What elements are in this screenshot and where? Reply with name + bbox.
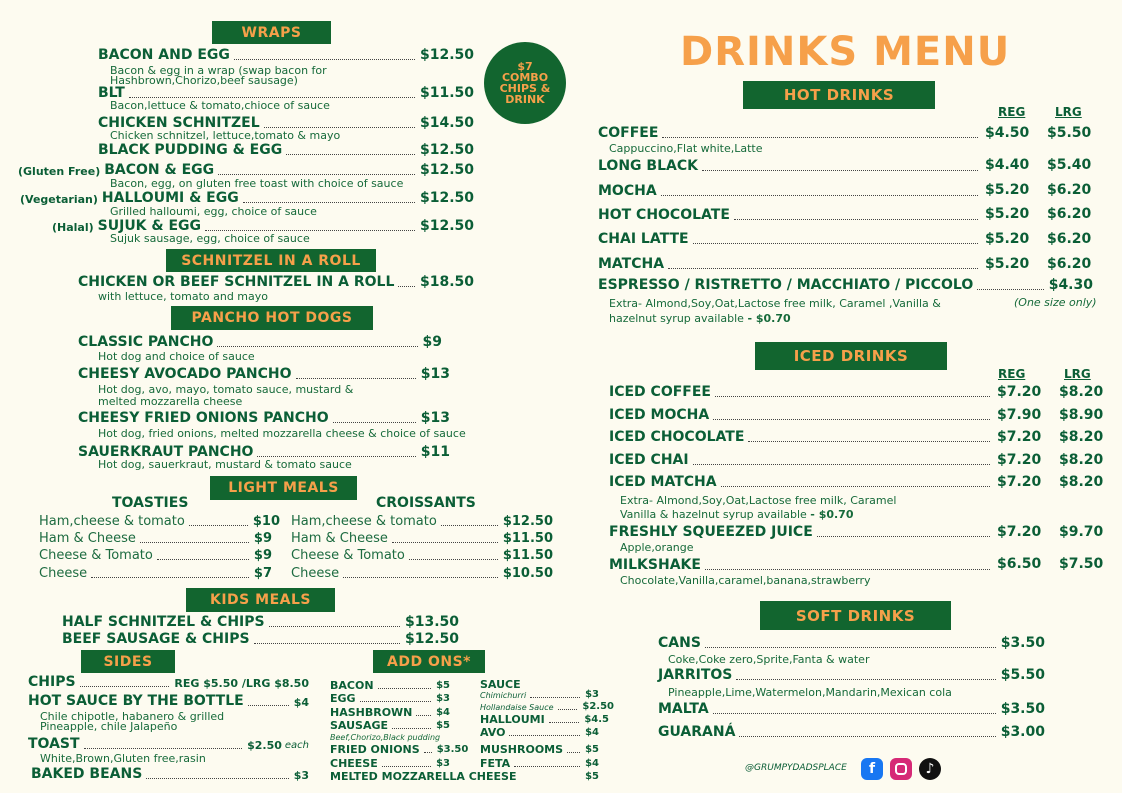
- reg-price: $6.50: [997, 556, 1042, 572]
- extra-note-line: [620, 509, 854, 520]
- lrg-heading: LRG: [1064, 367, 1091, 381]
- item-name: BLACK PUDDING & EGG: [98, 142, 283, 158]
- item-price: $9: [253, 548, 272, 563]
- item-price: $3: [436, 693, 450, 704]
- reg-price: $5.20: [985, 231, 1030, 247]
- item-price: $4.30: [1048, 277, 1093, 293]
- menu-item: [31, 767, 309, 781]
- lrg-price: $5.40: [1047, 157, 1092, 173]
- item-price: $3.50: [436, 744, 469, 755]
- menu-item: [62, 615, 459, 629]
- item-name: CANS: [658, 635, 701, 651]
- item-price: $2.50: [582, 701, 614, 712]
- menu-item: [28, 694, 309, 708]
- item-name: CHEESY AVOCADO PANCHO: [78, 366, 292, 382]
- item-price: $13: [420, 366, 450, 382]
- item-name: AVO: [480, 726, 506, 739]
- menu-item: [20, 191, 474, 205]
- item-price: $10: [252, 514, 280, 529]
- menu-item: [39, 515, 280, 528]
- item-price: $5.50: [1000, 667, 1045, 683]
- addons-banner: ADD ONS*: [373, 650, 485, 673]
- item-price: $11.50: [502, 531, 553, 546]
- item-name: MOCHA: [598, 183, 657, 199]
- extra-note-line: [609, 313, 791, 324]
- item-price: $9: [422, 334, 442, 350]
- lrg-price: $6.20: [1047, 256, 1092, 272]
- item-name: BAKED BEANS: [31, 766, 143, 782]
- item-name: HOT SAUCE BY THE BOTTLE: [28, 693, 244, 709]
- item-name: GUARANÁ: [658, 724, 736, 740]
- menu-item: [78, 411, 450, 425]
- item-price: $3.50: [1000, 635, 1045, 651]
- item-tag: (Vegetarian): [20, 193, 98, 206]
- item-desc: White,Brown,Gluten free,rasin: [40, 752, 206, 765]
- item-desc: Pineapple,Lime,Watermelon,Mandarin,Mexican cola: [668, 686, 952, 699]
- item-price: $3.00: [1000, 724, 1045, 740]
- menu-item: [39, 532, 272, 545]
- item-name: MALTA: [658, 701, 709, 717]
- menu-item: [78, 275, 474, 289]
- item-price: $3.50: [1000, 701, 1045, 717]
- extra-price: - $0.70: [747, 312, 791, 325]
- addon-item: [480, 690, 599, 700]
- item-desc: Bacon & egg in a wrap (swap bacon for: [110, 64, 327, 77]
- menu-item: [291, 567, 553, 580]
- drink-item: [598, 126, 983, 140]
- drink-item: [609, 408, 995, 422]
- addon-item: [330, 758, 450, 769]
- item-desc: Beef,Chorizo,Black pudding: [330, 733, 441, 742]
- drink-item: [609, 453, 995, 467]
- item-name: HALLOUMI: [480, 713, 545, 726]
- item-price: $9: [253, 531, 272, 546]
- item-name: COFFEE: [598, 125, 659, 141]
- social-handle[interactable]: @GRUMPYDADSPLACE: [745, 763, 847, 773]
- reg-price: $5.20: [985, 182, 1030, 198]
- item-name: Cheese: [291, 566, 340, 581]
- item-name: SAUSAGE: [330, 719, 389, 732]
- item-desc: Chocolate,Vanilla,caramel,banana,strawberry: [620, 574, 871, 587]
- addon-item: [330, 707, 450, 718]
- item-price: $4: [293, 696, 309, 709]
- reg-price: $7.20: [997, 524, 1042, 540]
- drink-item: [609, 475, 995, 489]
- item-price: $12.50: [419, 218, 474, 234]
- item-name: CHEESY FRIED ONIONS PANCHO: [78, 410, 329, 426]
- item-name: ICED MOCHA: [609, 407, 710, 423]
- lrg-heading: LRG: [1055, 105, 1082, 119]
- reg-price: $4.40: [985, 157, 1030, 173]
- item-name: CHEESE: [330, 757, 378, 770]
- extra-price: - $0.70: [810, 508, 854, 521]
- item-name: JARRITOS: [658, 667, 733, 683]
- item-name: BACON AND EGG: [98, 47, 230, 63]
- item-price: $11.50: [419, 85, 474, 101]
- item-name: Ham,cheese & tomato: [291, 514, 437, 529]
- menu-item: [28, 675, 309, 689]
- lrg-price: $8.20: [1059, 384, 1104, 400]
- menu-item: [98, 143, 474, 157]
- item-desc: Grilled halloumi, egg, choice of sauce: [110, 205, 317, 218]
- iced-drinks-banner: ICED DRINKS: [755, 342, 947, 370]
- drink-item: [658, 636, 1045, 650]
- item-name: ESPRESSO / RISTRETTO / MACCHIATO / PICCOLO: [598, 277, 974, 293]
- kids-meals-banner: KIDS MEALS: [186, 588, 335, 612]
- lrg-price: $8.20: [1059, 452, 1104, 468]
- sides-banner: SIDES: [81, 650, 175, 673]
- soft-drinks-banner: SOFT DRINKS: [760, 601, 951, 630]
- item-name: FRESHLY SQUEEZED JUICE: [609, 524, 813, 540]
- item-desc: Pineapple, chile Jalapeño: [40, 720, 178, 733]
- lrg-price: $8.20: [1059, 429, 1104, 445]
- item-name: HASHBROWN: [330, 706, 413, 719]
- item-price: $12.50: [419, 142, 474, 158]
- item-desc: Sujuk sausage, egg, choice of sauce: [110, 232, 310, 245]
- item-name: MATCHA: [598, 256, 665, 272]
- item-name: LONG BLACK: [598, 158, 698, 174]
- lrg-price: $8.20: [1059, 474, 1104, 490]
- reg-price: $5.20: [985, 256, 1030, 272]
- item-name: Ham & Cheese: [291, 531, 388, 546]
- item-name: Hollandaise Sauce: [480, 703, 554, 712]
- item-name: HOT CHOCOLATE: [598, 207, 730, 223]
- drink-item: [609, 525, 995, 539]
- facebook-icon[interactable]: f: [861, 758, 883, 780]
- item-price: REG $5.50 /LRG $8.50: [174, 677, 309, 690]
- item-name: MUSHROOMS: [480, 743, 564, 756]
- size-note: (One size only): [1014, 296, 1097, 309]
- item-price: $11.50: [502, 548, 553, 563]
- item-price: $13.50: [404, 614, 459, 630]
- item-price: $12.50: [502, 514, 553, 529]
- item-price: $4: [585, 758, 599, 769]
- addon-item: [330, 693, 450, 704]
- item-name: HALF SCHNITZEL & CHIPS: [62, 614, 265, 630]
- drink-item: [598, 208, 983, 222]
- page-title: DRINKS MENU: [680, 29, 1011, 75]
- reg-price: $7.20: [997, 474, 1042, 490]
- item-price: $10.50: [502, 566, 553, 581]
- item-name: Cheese & Tomato: [291, 548, 405, 563]
- item-price: $2.50: [247, 739, 282, 752]
- item-price: $5: [436, 720, 450, 731]
- reg-price: $4.50: [985, 125, 1030, 141]
- menu-item: [78, 367, 450, 381]
- lrg-price: $7.50: [1059, 556, 1104, 572]
- lrg-price: $6.20: [1047, 206, 1092, 222]
- item-name: ICED MATCHA: [609, 474, 717, 490]
- item-desc: Bacon, egg, on gluten free toast with choice of sauce: [110, 177, 404, 190]
- item-price: $5: [585, 771, 599, 782]
- lrg-price: $9.70: [1059, 524, 1104, 540]
- item-desc: Hot dog and choice of sauce: [98, 350, 255, 363]
- item-price: $3: [585, 689, 599, 700]
- item-price: $12.50: [404, 631, 459, 647]
- item-name: ICED COFFEE: [609, 384, 711, 400]
- drink-item: [658, 668, 1045, 682]
- item-name: BACON: [330, 679, 374, 692]
- wraps-banner: WRAPS: [212, 21, 331, 44]
- item-price: $5: [436, 680, 450, 691]
- item-name: FETA: [480, 757, 511, 770]
- item-price: $11: [420, 444, 450, 460]
- combo-badge: [484, 42, 566, 124]
- item-name: SUJUK & EGG: [97, 218, 202, 234]
- drink-item: [598, 278, 1093, 292]
- item-price: $3: [293, 769, 309, 782]
- item-name: BACON & EGG: [104, 162, 215, 178]
- drink-item: [609, 430, 995, 444]
- item-name: CHAI LATTE: [598, 231, 689, 247]
- lrg-price: $5.50: [1047, 125, 1092, 141]
- drink-item: [658, 702, 1045, 716]
- drink-item: [598, 232, 983, 246]
- menu-item: [291, 549, 553, 562]
- drink-item: [598, 184, 983, 198]
- item-name: CHICKEN SCHNITZEL: [98, 115, 260, 131]
- extra-note: Extra- Almond,Soy,Oat,Lactose free milk, Caramel: [620, 494, 897, 507]
- item-desc: Chicken schnitzel, lettuce,tomato & mayo: [110, 129, 341, 142]
- item-name: MELTED MOZZARELLA CHEESE: [330, 770, 517, 783]
- item-name: TOAST: [28, 736, 80, 752]
- menu-item: [39, 549, 272, 562]
- item-name: Cheese & Tomato: [39, 548, 153, 563]
- item-desc: Hot dog, sauerkraut, mustard & tomato sauce: [98, 458, 352, 471]
- item-desc: Cappuccino,Flat white,Latte: [609, 142, 763, 155]
- lrg-price: $8.90: [1059, 407, 1104, 423]
- menu-item: [78, 445, 450, 459]
- item-desc: Hot dog, fried onions, melted mozzarella cheese & choice of sauce: [98, 427, 466, 440]
- item-tag: (Halal): [52, 221, 94, 234]
- item-desc: melted mozzarella cheese: [98, 395, 243, 408]
- menu-item: [52, 219, 474, 233]
- extra-note: Extra- Almond,Soy,Oat,Lactose free milk, Caramel ,Vanilla &: [609, 297, 941, 310]
- drink-item: [609, 385, 995, 399]
- sauce-heading: SAUCE: [480, 678, 521, 691]
- addon-item: [480, 727, 599, 738]
- menu-item: [28, 737, 309, 751]
- light-meals-banner: LIGHT MEALS: [210, 476, 357, 500]
- lrg-price: $6.20: [1047, 182, 1092, 198]
- combo-label: COMBO: [501, 71, 549, 84]
- menu-item: [291, 515, 553, 528]
- drink-item: [609, 558, 995, 572]
- item-name: FRIED ONIONS: [330, 743, 420, 756]
- menu-item: [62, 632, 459, 646]
- item-name: Chimichurri: [480, 691, 527, 700]
- reg-price: $7.20: [997, 452, 1042, 468]
- addon-item: [480, 758, 599, 769]
- schnitzel-banner: SCHNITZEL IN A ROLL: [166, 249, 376, 272]
- item-name: EGG: [330, 692, 356, 705]
- item-desc: Hashbrown,Chorizo,beef sausage): [110, 74, 298, 87]
- menu-item: [291, 532, 553, 545]
- drink-item: [598, 257, 983, 271]
- item-name: ICED CHAI: [609, 452, 689, 468]
- item-name: CHICKEN OR BEEF SCHNITZEL IN A ROLL: [78, 274, 395, 290]
- item-price: $3: [436, 758, 450, 769]
- item-name: ICED CHOCOLATE: [609, 429, 745, 445]
- hot-drinks-banner: HOT DRINKS: [743, 81, 935, 109]
- extra-note: hazelnut syrup available: [609, 312, 744, 325]
- item-desc: Chile chipotle, habanero & grilled: [40, 710, 225, 723]
- addon-item: [480, 744, 599, 755]
- item-price: $12.50: [419, 190, 474, 206]
- item-name: MILKSHAKE: [609, 557, 701, 573]
- item-price: $4: [585, 727, 599, 738]
- instagram-icon[interactable]: [890, 758, 912, 780]
- reg-price: $5.20: [985, 206, 1030, 222]
- menu-item: [18, 163, 474, 177]
- item-price: $5: [585, 744, 599, 755]
- item-price: $18.50: [419, 274, 474, 290]
- addon-item: [330, 744, 468, 755]
- reg-heading: REG: [998, 105, 1026, 119]
- pancho-banner: PANCHO HOT DOGS: [171, 306, 373, 330]
- item-price: $4: [436, 707, 450, 718]
- combo-price: $7: [517, 60, 533, 73]
- reg-heading: REG: [998, 367, 1026, 381]
- menu-item: [98, 48, 474, 62]
- combo-label: DRINK: [505, 93, 545, 106]
- item-desc: Hot dog, avo, mayo, tomato sauce, mustard &: [98, 383, 354, 396]
- addon-item: [330, 680, 450, 691]
- toasties-heading: TOASTIES: [112, 495, 189, 511]
- reg-price: $7.90: [997, 407, 1042, 423]
- tiktok-icon[interactable]: ♪: [919, 758, 941, 780]
- drink-item: [598, 159, 983, 173]
- item-price: $4.5: [584, 714, 609, 725]
- item-price: $14.50: [419, 115, 474, 131]
- item-name: HALLOUMI & EGG: [101, 190, 239, 206]
- item-desc: Apple,orange: [620, 541, 694, 554]
- item-price: $7: [253, 566, 272, 581]
- combo-label: CHIPS &: [499, 82, 551, 95]
- menu-item: [98, 86, 474, 100]
- item-name: BEEF SAUSAGE & CHIPS: [62, 631, 250, 647]
- addon-item: [330, 720, 450, 731]
- item-name: Cheese: [39, 566, 88, 581]
- price-suffix: each: [284, 740, 309, 751]
- item-desc: with lettuce, tomato and mayo: [98, 290, 268, 303]
- addon-item: [480, 714, 609, 725]
- menu-item: [98, 116, 474, 130]
- extra-note: Vanilla & hazelnut syrup available: [620, 508, 807, 521]
- item-price: $12.50: [419, 162, 474, 178]
- item-price: $12.50: [419, 47, 474, 63]
- reg-price: $7.20: [997, 429, 1042, 445]
- item-price: $13: [420, 410, 450, 426]
- item-name: BLT: [98, 85, 125, 101]
- item-tag: (Gluten Free): [18, 165, 101, 178]
- item-desc: Bacon,lettuce & tomato,chioce of sauce: [110, 99, 330, 112]
- menu-item: [39, 567, 272, 580]
- menu-item: [78, 335, 442, 349]
- item-name: Ham,cheese & tomato: [39, 514, 185, 529]
- item-desc: Coke,Coke zero,Sprite,Fanta & water: [668, 653, 870, 666]
- drink-item: [658, 725, 1045, 739]
- addon-item: [480, 702, 614, 712]
- croissants-heading: CROISSANTS: [376, 495, 476, 511]
- addon-item: [330, 771, 599, 782]
- lrg-price: $6.20: [1047, 231, 1092, 247]
- item-name: CLASSIC PANCHO: [78, 334, 214, 350]
- item-name: CHIPS: [28, 674, 76, 690]
- reg-price: $7.20: [997, 384, 1042, 400]
- item-name: Ham & Cheese: [39, 531, 136, 546]
- item-name: SAUERKRAUT PANCHO: [78, 444, 254, 460]
